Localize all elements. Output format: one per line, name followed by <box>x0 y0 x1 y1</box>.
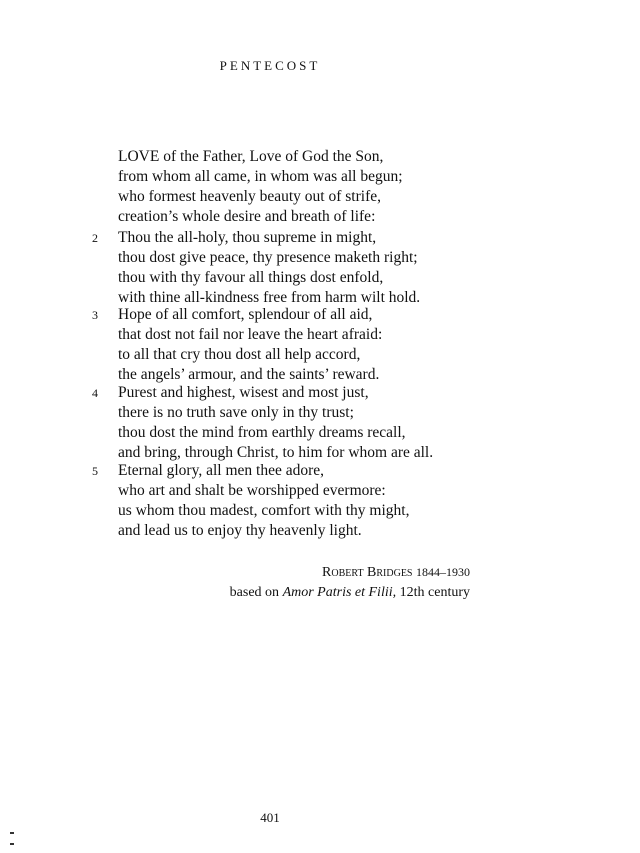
stanza-number: 3 <box>92 308 98 322</box>
stanza-line: thou with thy favour all things dost enfold, <box>118 269 384 286</box>
stanza-line: Eternal glory, all men thee adore, <box>118 462 325 479</box>
attribution-author <box>322 565 470 581</box>
stanza-number: 2 <box>92 231 98 245</box>
page-number: 401 <box>260 810 280 825</box>
stanza-line: and lead us to enjoy thy heavenly light. <box>118 522 362 539</box>
attribution-source <box>230 585 470 601</box>
author-years: 1844–1930 <box>416 565 470 579</box>
stanza-1 <box>118 147 403 227</box>
stanza-number: 4 <box>92 386 98 400</box>
author-name: Robert Bridges <box>322 565 413 580</box>
stanza-2 <box>92 228 421 308</box>
stanza-line: there is no truth save only in thy trust; <box>118 404 354 421</box>
stanza-number: 5 <box>92 464 98 478</box>
stanza-line: the angels’ armour, and the saints’ reward. <box>118 366 380 383</box>
stanza-line: thou dost the mind from earthly dreams recall, <box>118 424 406 441</box>
source-prefix: based on <box>229 585 283 600</box>
margin-mark <box>10 843 14 845</box>
stanza-line: creation’s whole desire and breath of life: <box>118 208 376 225</box>
stanza-line: Thou the all-holy, thou supreme in might, <box>118 229 377 246</box>
stanza-line: LOVE of the Father, Love of God the Son, <box>118 148 384 165</box>
stanza-line: who art and shalt be worshipped evermore: <box>118 482 386 499</box>
stanza-line: to all that cry thou dost all help accord, <box>118 346 361 363</box>
source-title: Amor Patris et Filii, <box>282 585 397 600</box>
stanza-4 <box>92 383 434 463</box>
stanza-line: us whom thou madest, comfort with thy might, <box>118 502 410 519</box>
stanza-line: and bring, through Christ, to him for whom are all. <box>118 444 434 461</box>
page-heading: PENTECOST <box>219 58 321 73</box>
stanza-line: Hope of all comfort, splendour of all aid, <box>118 306 373 323</box>
stanza-line: that dost not fail nor leave the heart afraid: <box>118 326 383 343</box>
stanza-5 <box>92 461 410 541</box>
stanza-line: Purest and highest, wisest and most just, <box>118 384 369 401</box>
stanza-3 <box>92 305 383 385</box>
stanza-line: from whom all came, in whom was all begun; <box>118 168 403 185</box>
stanza-line: who formest heavenly beauty out of strife, <box>118 188 381 205</box>
margin-mark <box>10 832 14 834</box>
stanza-line: thou dost give peace, thy presence maketh right; <box>118 249 418 266</box>
source-suffix: 12th century <box>396 585 470 600</box>
stanza-line: with thine all-kindness free from harm wilt hold. <box>118 289 421 306</box>
